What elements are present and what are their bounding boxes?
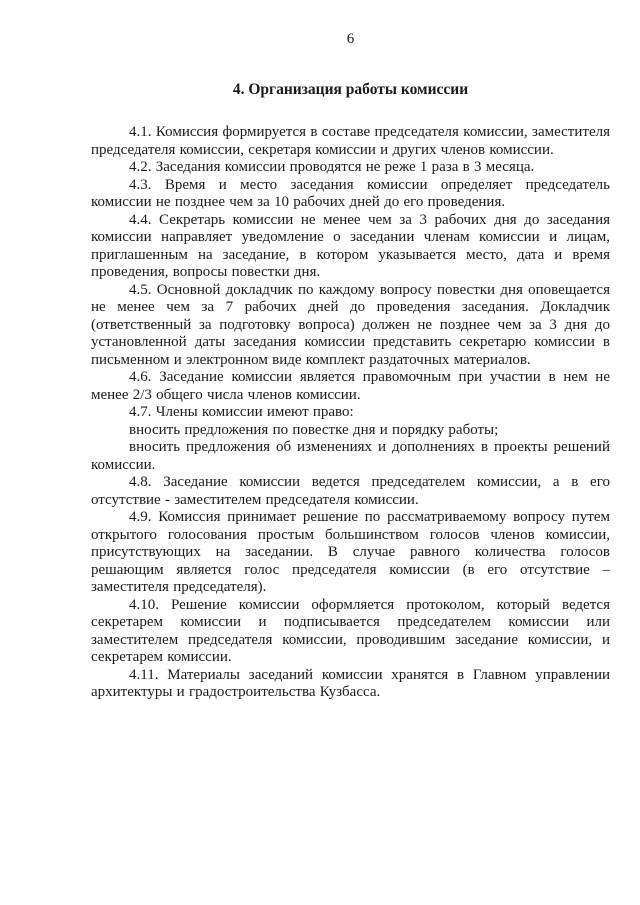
paragraph: 4.9. Комиссия принимает решение по рассматриваемому вопросу путем открытого голосования простым большинством голосов членов комиссии, присутствующих на заседании. В случае равного количества голосов решающим является голос председателя комиссии (в его отсутствие – заместителя председателя).: [91, 509, 610, 595]
page-number: 6: [346, 31, 355, 47]
paragraph: 4.3. Время и место заседания комиссии определяет председатель комиссии не позднее чем за 10 рабочих дней до его проведения.: [91, 176, 610, 210]
paragraph: 4.8. Заседание комиссии ведется председателем комиссии, а в его отсутствие - заместителем председателя комиссии.: [91, 474, 610, 508]
paragraph: 4.1. Комиссия формируется в составе председателя комиссии, заместителя председателя комиссии, секретаря комиссии и других членов комиссии.: [91, 124, 610, 158]
section-body: [91, 124, 610, 702]
paragraph: 4.2. Заседания комиссии проводятся не реже 1 раза в 3 месяца.: [129, 159, 535, 175]
paragraph: 4.10. Решение комиссии оформляется протоколом, который ведется секретарем комиссии и подписывается председателем комиссии или заместителем председателя комиссии, проводившим заседание комиссии, и секретарем комиссии.: [91, 596, 610, 665]
paragraph: 4.5. Основной докладчик по каждому вопросу повестки дня оповещается не менее чем за 7 рабочих дней до проведения заседания. Докладчик (ответственный за подготовку вопроса) должен не позднее чем за 3 дня до установленной даты заседания комиссии представить секретарю комиссии в письменном и электронном виде комплект раздаточных материалов.: [91, 281, 610, 368]
paragraph: 4.6. Заседание комиссии является правомочным при участии в нем не менее 2/3 общего числа членов комиссии.: [91, 369, 610, 403]
paragraph: вносить предложения по повестке дня и порядку работы;: [129, 421, 499, 438]
paragraph: 4.4. Секретарь комиссии не менее чем за 3 рабочих дня до заседания комиссии направляет уведомление о заседании членам комиссии и лицам, приглашенным на заседание, в котором указывается место, дата и время проведения, вопросы повестки дня.: [91, 211, 610, 280]
paragraph: 4.7. Члены комиссии имеют право:: [129, 404, 354, 420]
paragraph: вносить предложения об изменениях и дополнениях в проекты решений комиссии.: [91, 439, 610, 473]
paragraph: 4.11. Материалы заседаний комиссии хранятся в Главном управлении архитектуры и градостроительства Кузбасса.: [91, 666, 610, 700]
section-title: 4. Организация работы комиссии: [232, 81, 469, 98]
